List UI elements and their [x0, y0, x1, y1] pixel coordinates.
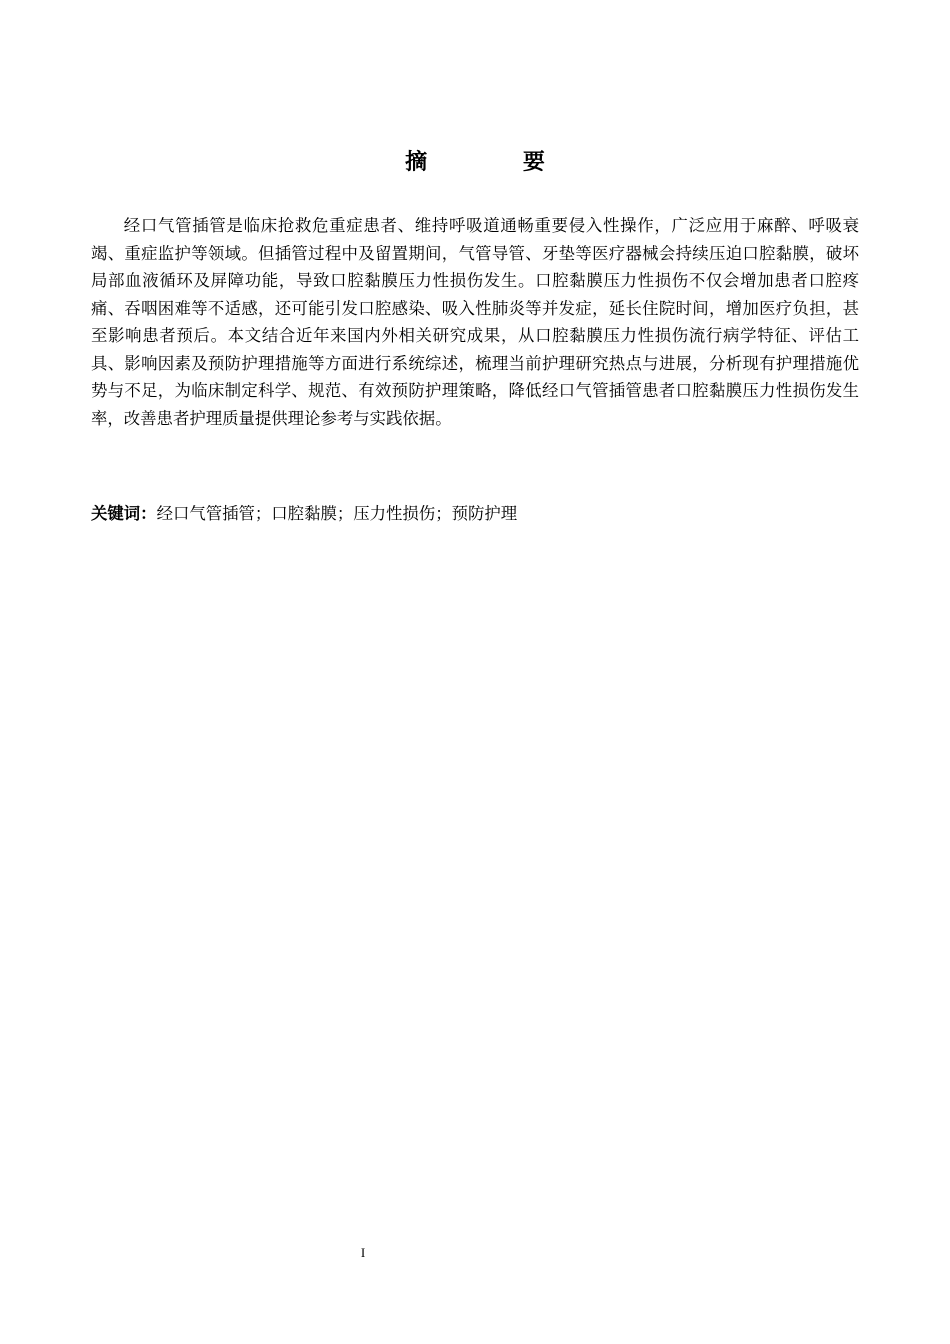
page-number: I	[360, 1245, 366, 1260]
keywords-text: 经口气管插管；口腔黏膜；压力性损伤；预防护理	[156, 504, 518, 523]
keywords-label: 关键词：	[91, 504, 157, 523]
abstract-paragraph: 经口气管插管是临床抢救危重症患者、维持呼吸道通畅重要侵入性操作，广泛应用于麻醉、呼吸衰竭、重症监护等领域。但插管过程中及留置期间，气管导管、牙垫等医疗器械会持续压迫口腔黏膜，破坏局部血液循环及屏障功能，导致口腔黏膜压力性损伤发生。口腔黏膜压力性损伤不仅会增加患者口腔疼痛、吞咽困难等不适感，还可能引发口腔感染、吸入性肺炎等并发症，延长住院时间，增加医疗负担，甚至影响患者预后。本文结合近年来国内外相关研究成果，从口腔黏膜压力性损伤流行病学特征、评估工具、影响因素及预防护理措施等方面进行系统综述，梳理当前护理研究热点与进展，分析现有护理措施优势与不足，为临床制定科学、规范、有效预防护理策略，降低经口气管插管患者口腔黏膜压力性损伤发生率，改善患者护理质量提供理论参考与实践依据。	[91, 216, 859, 428]
abstract-title: 摘 要	[405, 150, 589, 175]
keywords-line	[91, 500, 859, 528]
